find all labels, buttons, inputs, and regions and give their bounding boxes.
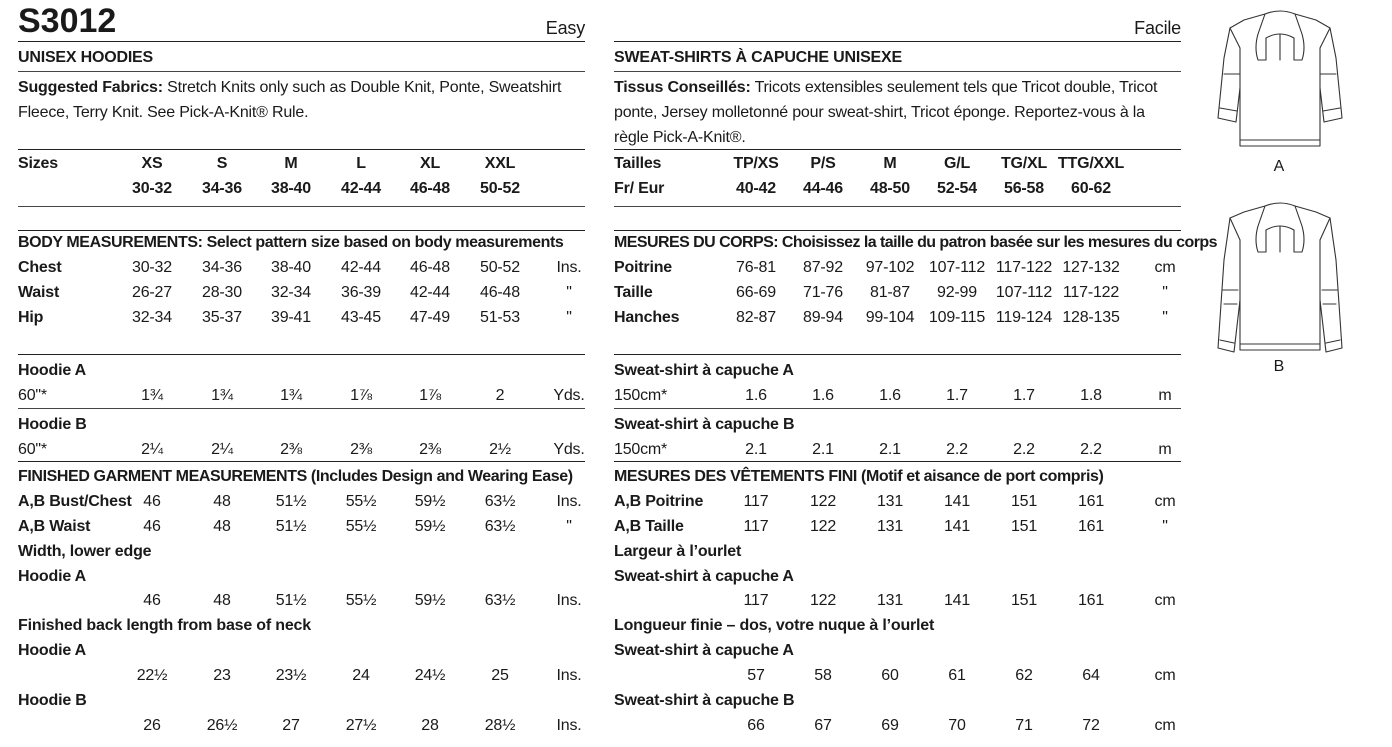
value-cell: 151 [1010,592,1038,609]
value-cell: 141 [943,592,971,609]
value-cell: 46 [143,493,161,510]
fabrics-label: Suggested Fabrics: [18,79,163,96]
row-label: A,B Waist [18,518,91,535]
row-label: Hanches [614,309,680,326]
unit-cell: cm [1154,717,1176,734]
value-cell: 131 [876,592,904,609]
divider [614,206,1181,207]
size-cell: TG/XL [1000,155,1048,172]
yardage-cell: 2⅜ [280,441,302,458]
yardage-cell: 1⅞ [350,387,372,404]
value-cell: 42-44 [410,284,450,301]
value-cell: 60 [881,667,899,684]
unit-cell: cm [1154,259,1176,276]
unit-cell: " [566,284,572,301]
yardage-cell: 2¼ [141,441,163,458]
divider [18,41,585,42]
value-cell: 161 [1077,493,1105,510]
yardage-cell: 2¼ [211,441,233,458]
value-cell: 22½ [136,667,168,684]
value-cell: 109-115 [928,309,986,326]
value-cell: 92-99 [937,284,977,301]
width-hoodie-a-label: Hoodie A [18,568,87,585]
value-cell: 62 [1015,667,1033,684]
divider [614,461,1181,462]
view-label: Sweat-shirt à capuche B [614,416,795,433]
value-cell: 59½ [414,493,446,510]
value-cell: 97-102 [865,259,915,276]
value-cell: 63½ [484,518,516,535]
view-label: Hoodie B [18,416,87,433]
size-cell: 46-48 [410,180,450,197]
unit-cell: Ins. [556,667,582,684]
size-cell: TTG/XXL [1057,155,1125,172]
row-label: Chest [18,259,62,276]
value-cell: 23 [213,667,231,684]
value-cell: 66 [747,717,765,734]
length-hoodie-a-label: Hoodie A [18,642,87,659]
value-cell: 59½ [414,518,446,535]
yardage-cell: 1.7 [1013,387,1035,404]
value-cell: 28-30 [202,284,242,301]
value-cell: 27½ [345,717,377,734]
row-label: Hip [18,309,44,326]
size-cell: 52-54 [937,180,977,197]
row-label: Waist [18,284,60,301]
value-cell: 161 [1077,592,1105,609]
value-cell: 89-94 [803,309,843,326]
value-cell: 51½ [275,592,307,609]
value-cell: 61 [948,667,966,684]
value-cell: 51½ [275,518,307,535]
size-cell: 44-46 [803,180,843,197]
size-cell: XS [141,155,163,172]
value-cell: 127-132 [1062,259,1120,276]
value-cell: 48 [213,518,231,535]
difficulty-label: Facile [1134,18,1181,38]
unit-cell: Ins. [556,592,582,609]
unit-cell: cm [1154,667,1176,684]
value-cell: 50-52 [480,259,520,276]
value-cell: 59½ [414,592,446,609]
size-cell: G/L [943,155,971,172]
yardage-cell: 1.6 [745,387,767,404]
value-cell: 128-135 [1062,309,1120,326]
value-cell: 35-37 [202,309,242,326]
value-cell: 42-44 [341,259,381,276]
yardage-cell: 2.2 [946,441,968,458]
yardage-cell: 2.1 [812,441,834,458]
row-label: A,B Bust/Chest [18,493,132,510]
value-cell: 26 [143,717,161,734]
fabric-width: 60"* [18,441,47,458]
size-cell: 38-40 [271,180,311,197]
unit-cell: Ins. [556,493,582,510]
view-label: Sweat-shirt à capuche A [614,362,794,379]
value-cell: 131 [876,518,904,535]
size-cell: L [356,155,366,172]
row-label: A,B Taille [614,518,684,535]
unit-cell: " [1162,518,1168,535]
value-cell: 107-112 [928,259,986,276]
value-cell: 82-87 [736,309,776,326]
value-cell: 43-45 [341,309,381,326]
value-cell: 58 [814,667,832,684]
yardage-cell: 1¾ [141,387,163,404]
fabric-width: 60"* [18,387,47,404]
divider [18,149,585,150]
size-cell: 56-58 [1004,180,1044,197]
value-cell: 64 [1082,667,1100,684]
divider [614,71,1181,72]
hoodie-a-sketch [1210,8,1350,158]
unit-cell: m [1158,387,1172,404]
sketch-label-b: B [1273,358,1285,375]
divider [18,71,585,72]
divider [614,354,1181,355]
length-hoodie-a-label: Sweat-shirt à capuche A [614,642,794,659]
yardage-cell: 2⅜ [419,441,441,458]
yardage-cell: 2 [495,387,505,404]
fabric-width: 150cm* [614,387,668,404]
row-label: A,B Poitrine [614,493,704,510]
value-cell: 25 [491,667,509,684]
size-cell: P/S [810,155,836,172]
value-cell: 32-34 [271,284,311,301]
value-cell: 72 [1082,717,1100,734]
value-cell: 27 [282,717,300,734]
value-cell: 63½ [484,493,516,510]
difficulty-label: Easy [545,18,585,38]
yardage-cell: 2½ [489,441,511,458]
value-cell: 71 [1015,717,1033,734]
value-cell: 51½ [275,493,307,510]
divider [18,408,585,409]
size-cell: M [883,155,897,172]
fabrics-text: Stretch Knits only such as Double Knit, Ponte, Sweatshirt Fleece, Terry Knit. See Pick-A-Knit® Rule. [18,79,562,121]
value-cell: 51-53 [480,309,520,326]
yardage-cell: 2.2 [1013,441,1035,458]
length-hoodie-b-label: Hoodie B [18,692,87,709]
value-cell: 141 [943,493,971,510]
unit-cell: Yds. [553,441,585,458]
divider [18,354,585,355]
value-cell: 122 [809,493,837,510]
value-cell: 81-87 [870,284,910,301]
finished-measurements-heading: MESURES DES VÊTEMENTS FINI (Motif et aisance de port compris) [614,468,1104,485]
size-cell: 34-36 [202,180,242,197]
value-cell: 34-36 [202,259,242,276]
yardage-cell: 2.1 [879,441,901,458]
unit-cell: Ins. [556,717,582,734]
size-cell: TP/XS [733,155,779,172]
yardage-cell: 1¾ [280,387,302,404]
unit-cell: m [1158,441,1172,458]
value-cell: 26½ [206,717,238,734]
yardage-cell: 1.6 [812,387,834,404]
value-cell: 47-49 [410,309,450,326]
suggested-fabrics [18,75,585,125]
value-cell: 122 [809,518,837,535]
body-measurements-heading: BODY MEASUREMENTS: Select pattern size based on body measurements [18,234,564,251]
value-cell: 46 [143,592,161,609]
fabrics-text: Tricots extensibles seulement tels que Tricot double, Tricot ponte, Jersey molletonné pour sweat-shirt, Tricot éponge. Reportez-vous à la règle Pick-A-Knit®. [614,79,1158,146]
size-cell: 48-50 [870,180,910,197]
section-title: UNISEX HOODIES [18,49,154,66]
length-heading: Finished back length from base of neck [18,617,311,634]
divider [614,149,1181,150]
value-cell: 48 [213,592,231,609]
value-cell: 67 [814,717,832,734]
value-cell: 151 [1010,518,1038,535]
value-cell: 87-92 [803,259,843,276]
unit-cell: Ins. [556,259,582,276]
yardage-cell: 1.7 [946,387,968,404]
value-cell: 39-41 [271,309,311,326]
value-cell: 99-104 [865,309,915,326]
value-cell: 55½ [345,493,377,510]
sketch-label-a: A [1273,158,1285,175]
yardage-cell: 2⅜ [350,441,372,458]
size-cell: 42-44 [341,180,381,197]
width-hoodie-a-label: Sweat-shirt à capuche A [614,568,794,585]
divider [614,41,1181,42]
divider [18,206,585,207]
value-cell: 117 [743,518,769,535]
value-cell: 26-27 [132,284,172,301]
sizes-label: Sizes [18,155,58,172]
value-cell: 46 [143,518,161,535]
value-cell: 71-76 [803,284,843,301]
value-cell: 36-39 [341,284,381,301]
yardage-cell: 2.1 [745,441,767,458]
size-cell: 30-32 [132,180,172,197]
eur-label: Fr/ Eur [614,180,665,197]
yardage-cell: 2.2 [1080,441,1102,458]
fabrics-label: Tissus Conseillés: [614,79,751,96]
value-cell: 32-34 [132,309,172,326]
value-cell: 117 [743,493,769,510]
value-cell: 57 [747,667,765,684]
unit-cell: " [1162,309,1168,326]
value-cell: 28 [421,717,439,734]
value-cell: 46-48 [480,284,520,301]
size-cell: 60-62 [1071,180,1111,197]
row-label: Taille [614,284,653,301]
divider [614,230,1181,231]
value-cell: 55½ [345,518,377,535]
value-cell: 28½ [484,717,516,734]
value-cell: 161 [1077,518,1105,535]
value-cell: 122 [809,592,837,609]
value-cell: 38-40 [271,259,311,276]
yardage-cell: 1⅞ [419,387,441,404]
size-cell: XXL [484,155,516,172]
value-cell: 70 [948,717,966,734]
unit-cell: " [566,309,572,326]
unit-cell: " [566,518,572,535]
value-cell: 48 [213,493,231,510]
yardage-cell: 1.6 [879,387,901,404]
unit-cell: " [1162,284,1168,301]
value-cell: 117-122 [995,259,1053,276]
body-measurements-heading: MESURES DU CORPS: Choisissez la taille du patron basée sur les mesures du corps [614,234,1217,251]
value-cell: 76-81 [736,259,776,276]
size-cell: XL [419,155,441,172]
size-cell: S [216,155,228,172]
unit-cell: cm [1154,592,1176,609]
value-cell: 55½ [345,592,377,609]
size-cell: 50-52 [480,180,520,197]
width-heading: Largeur à l’ourlet [614,543,742,560]
pattern-code: S3012 [18,2,117,40]
value-cell: 119-124 [995,309,1053,326]
value-cell: 24 [352,667,370,684]
value-cell: 107-112 [995,284,1053,301]
divider [18,230,585,231]
section-title: SWEAT-SHIRTS À CAPUCHE UNISEXE [614,49,902,66]
value-cell: 141 [943,518,971,535]
unit-cell: Yds. [553,387,585,404]
value-cell: 63½ [484,592,516,609]
hoodie-b-sketch [1210,200,1350,360]
view-label: Hoodie A [18,362,87,379]
value-cell: 24½ [414,667,446,684]
suggested-fabrics [614,75,1181,150]
width-heading: Width, lower edge [18,543,152,560]
fabric-width: 150cm* [614,441,668,458]
divider [614,408,1181,409]
value-cell: 117 [743,592,769,609]
value-cell: 46-48 [410,259,450,276]
value-cell: 30-32 [132,259,172,276]
yardage-cell: 1¾ [211,387,233,404]
sizes-label: Tailles [614,155,662,172]
yardage-cell: 1.8 [1080,387,1102,404]
finished-measurements-heading: FINISHED GARMENT MEASUREMENTS (Includes Design and Wearing Ease) [18,468,573,485]
unit-cell: cm [1154,493,1176,510]
value-cell: 131 [876,493,904,510]
length-hoodie-b-label: Sweat-shirt à capuche B [614,692,795,709]
row-label: Poitrine [614,259,672,276]
size-cell: 40-42 [736,180,776,197]
length-heading: Longueur finie – dos, votre nuque à l’ourlet [614,617,935,634]
value-cell: 117-122 [1062,284,1120,301]
value-cell: 151 [1010,493,1038,510]
divider [18,461,585,462]
value-cell: 23½ [275,667,307,684]
value-cell: 66-69 [736,284,776,301]
value-cell: 69 [881,717,899,734]
size-cell: M [284,155,298,172]
